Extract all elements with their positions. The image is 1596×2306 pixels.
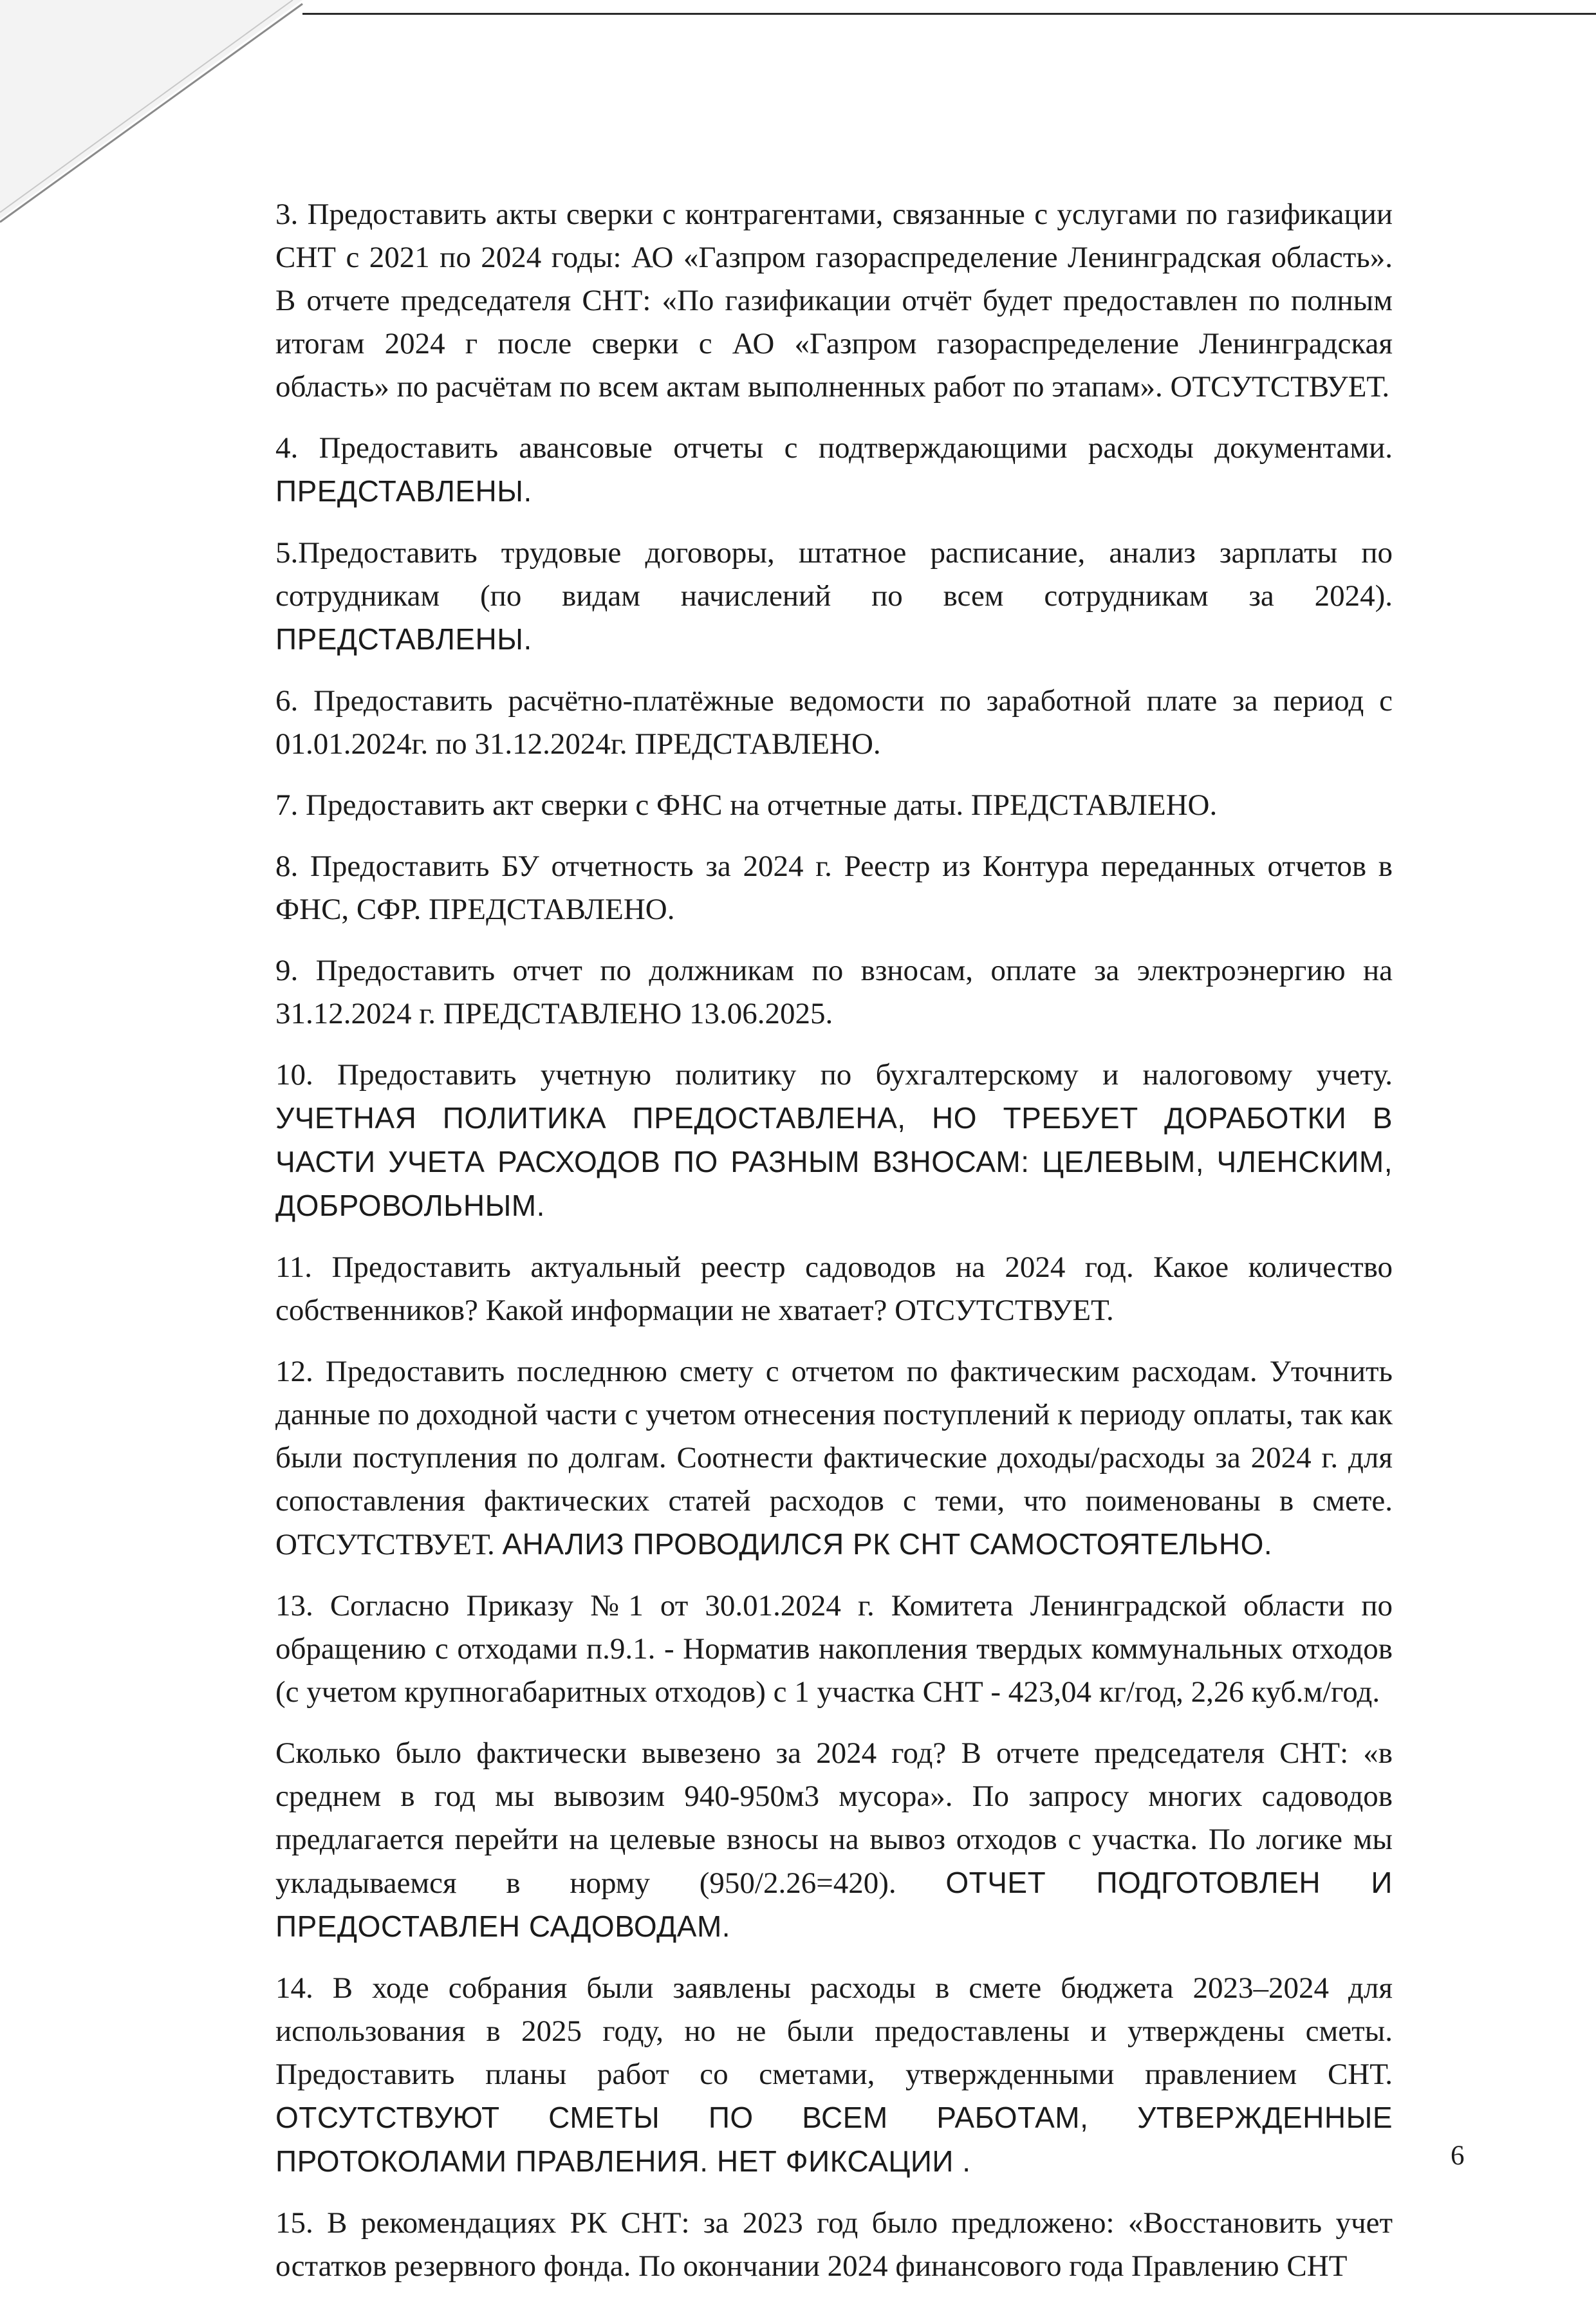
paragraph-text: 14. В ходе собрания были заявлены расходы в смете бюджета 2023–2024 для использования в 2025 году, но не были предоставлены и утверждены сметы. Предоставить планы работ со сметами, утвержденными правлением СНТ. (275, 1971, 1393, 2091)
paragraph-item-13 (275, 1585, 1393, 1714)
paragraph-status: ОТСУТСТВУЮТ СМЕТЫ ПО ВСЕМ РАБОТАМ, УТВЕРЖДЕННЫЕ ПРОТОКОЛАМИ ПРАВЛЕНИЯ. НЕТ ФИКСАЦИИ . (275, 2101, 1393, 2178)
paragraph-text: 4. Предоставить авансовые отчеты с подтверждающими расходы документами. (275, 431, 1393, 465)
paragraph-text: 12. Предоставить последнюю смету с отчетом по фактическим расходам. Уточнить данные по доходной части с учетом отнесения поступлений к периоду оплаты, так как были поступления по долгам. Соотнести фактические доходы/расходы за 2024 г. для сопоставления фактических статей расходов с теми, что поименованы в смете. ОТСУТСТВУЕТ. (275, 1355, 1393, 1561)
paragraph-text: 8. Предоставить БУ отчетность за 2024 г. Реестр из Контура переданных отчетов в ФНС, СФР. ПРЕДСТАВЛЕНО. (275, 850, 1393, 926)
paragraph-text: 10. Предоставить учетную политику по бухгалтерскому и налоговому учету. (275, 1058, 1393, 1092)
paragraph-text: 9. Предоставить отчет по должникам по взносам, оплате за электроэнергию на 31.12.2024 г. ПРЕДСТАВЛЕНО 13.06.2025. (275, 954, 1393, 1030)
paragraph-item-14 (275, 1967, 1393, 2184)
paragraph-item-4 (275, 427, 1393, 514)
paragraph-status: УЧЕТНАЯ ПОЛИТИКА ПРЕДОСТАВЛЕНА, НО ТРЕБУЕТ ДОРАБОТКИ В ЧАСТИ УЧЕТА РАСХОДОВ ПО РАЗНЫМ ВЗНОСАМ: ЦЕЛЕВЫМ, ЧЛЕНСКИМ, ДОБРОВОЛЬНЫМ. (275, 1101, 1393, 1222)
paragraph-item-11 (275, 1246, 1393, 1332)
paragraph-item-6 (275, 680, 1393, 766)
paragraph-item-9 (275, 949, 1393, 1036)
paragraph-item-13-continued (275, 1732, 1393, 1949)
paragraph-text: 11. Предоставить актуальный реестр садоводов на 2024 год. Какое количество собственников? Какой информации не хватает? ОТСУТСТВУЕТ. (275, 1251, 1393, 1327)
paragraph-item-3 (275, 193, 1393, 409)
scan-top-edge (302, 13, 1596, 15)
document-body (275, 193, 1393, 2306)
paragraph-status: ПРЕДСТАВЛЕНЫ. (275, 622, 532, 656)
page-number: 6 (1451, 2141, 1465, 2171)
paragraph-item-12 (275, 1350, 1393, 1567)
paragraph-item-8 (275, 845, 1393, 931)
paragraph-text: 3. Предоставить акты сверки с контрагентами, связанные с услугами по газификации СНТ с 2021 по 2024 годы: АО «Газпром газораспределение Ленинградская область». В отчете председателя СНТ: «По газификации отчёт будет предоставлен по полным итогам 2024 г после сверки с АО «Газпром газораспределение Ленинградская область» по расчётам по всем актам выполненных работ по этапам». ОТСУТСТВУЕТ. (275, 198, 1393, 404)
paragraph-status: ПРЕДСТАВЛЕНЫ. (275, 474, 532, 508)
paragraph-text: 5.Предоставить трудовые договоры, штатное расписание, анализ зарплаты по сотрудникам (по видам начислений по всем сотрудникам за 2024). (275, 536, 1393, 613)
paragraph-item-15 (275, 2202, 1393, 2288)
paragraph-text: 13. Согласно Приказу №1 от 30.01.2024 г. Комитета Ленинградской области по обращению с отходами п.9.1. - Норматив накопления твердых коммунальных отходов (с учетом крупногабаритных отходов) с 1 участка СНТ - 423,04 кг/год, 2,26 куб.м/год. (275, 1589, 1393, 1709)
paragraph-item-7 (275, 784, 1393, 827)
paragraph-status: ОТЧЕТ ПОДГОТОВЛЕН И ПРЕДОСТАВЛЕН САДОВОДАМ. (275, 1866, 1393, 1943)
paragraph-item-5 (275, 532, 1393, 662)
paragraph-item-10 (275, 1054, 1393, 1228)
paragraph-text: 7. Предоставить акт сверки с ФНС на отчетные даты. ПРЕДСТАВЛЕНО. (275, 788, 1218, 822)
paragraph-text: Сколько было фактически вывезено за 2024 год? В отчете председателя СНТ: «в среднем в год мы вывозим 940-950м3 мусора». По запросу многих садоводов предлагается перейти на целевые взносы на вывоз отходов с участка. По логике мы укладываемся в норму (950/2.26=420). (275, 1736, 1393, 1900)
paragraph-text: 15. В рекомендациях РК СНТ: за 2023 год было предложено: «Восстановить учет остатков резервного фонда. По окончании 2024 финансового года Правлению СНТ (275, 2206, 1393, 2283)
paragraph-status: АНАЛИЗ ПРОВОДИЛСЯ РК СНТ САМОСТОЯТЕЛЬНО. (502, 1527, 1273, 1561)
paragraph-text: 6. Предоставить расчётно-платёжные ведомости по заработной плате за период с 01.01.2024г. по 31.12.2024г. ПРЕДСТАВЛЕНО. (275, 684, 1393, 761)
